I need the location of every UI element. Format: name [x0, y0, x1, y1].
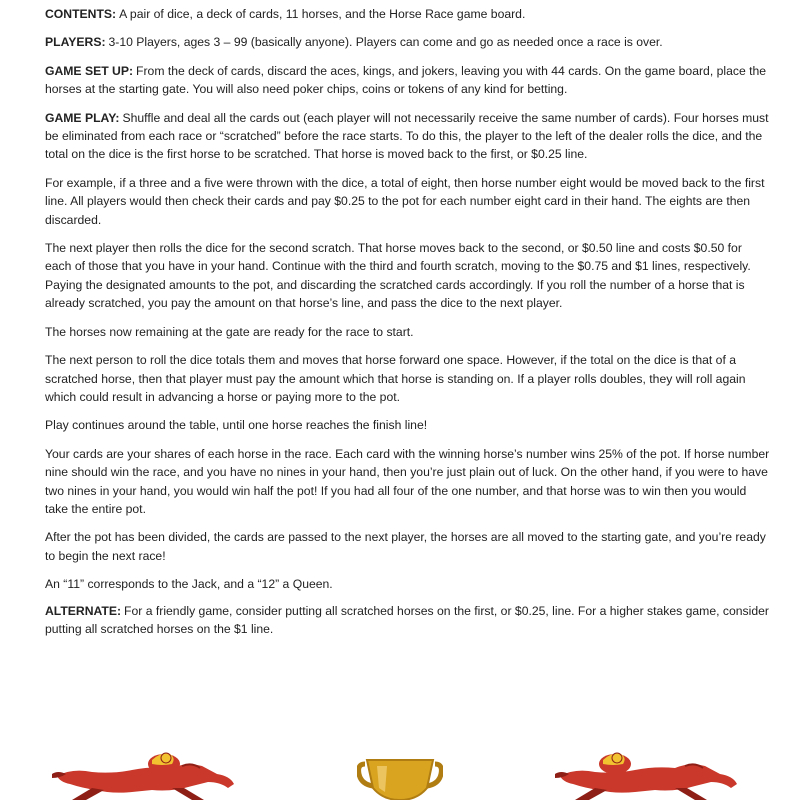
race-paragraph: The next person to roll the dice totals them and moves that horse forward one space. However, if the total on the dice is that of a scratched horse, then that player must pay the amount which that horse is standing on. If a player rolls doubles, they will roll again which could result in advancing a horse or paying more to the pot. — [45, 353, 746, 404]
shares-paragraph: Your cards are your shares of each horse in the race. Each card with the winning horse’s number wins 25% of the pot. If horse number nine should win the race, and you have no nines in your hand, then you’re just plain out of luck. On the other hand, if you were to have two nines in your hand, you would win half the pot! If you had all four of the one number, and that horse was to win then you would take the entire pot. — [45, 446, 770, 516]
horse-jockey-figurine-icon — [555, 752, 740, 800]
alternate-label: ALTERNATE: — [45, 603, 122, 618]
gameplay-text: Shuffle and deal all the cards out (each player will not necessarily receive the same number of cards). Four horses must be eliminated from each race or “scratched” before the race starts. To do this, the player to the left of the dealer rolls the dice, and the total on the dice is the first horse to be scratched. That horse is moved back to the first, or $0.25 line. — [45, 110, 769, 162]
contents-label: CONTENTS: — [45, 7, 117, 21]
ready-paragraph: The horses now remaining at the gate are ready for the race to start. — [45, 324, 414, 339]
players-text: 3-10 Players, ages 3 – 99 (basically anyone). Players can come and go as needed once a race is over. — [108, 35, 663, 50]
players-label: PLAYERS: — [45, 35, 106, 50]
gameplay-label: GAME PLAY: — [45, 110, 120, 125]
gold-trophy-icon — [357, 758, 443, 800]
alternate-paragraph — [45, 602, 770, 639]
divided-paragraph: After the pot has been divided, the cards are passed to the next player, the horses are all moved to the starting gate, and you’re ready to begin the next race! — [45, 530, 766, 563]
setup-label: GAME SET UP: — [45, 63, 134, 78]
continues-paragraph: Play continues around the table, until one horse reaches the finish line! — [45, 418, 428, 433]
setup-text: From the deck of cards, discard the aces, kings, and jokers, leaving you with 44 cards. On the game board, place the horses at the starting gate. You will also need poker chips, coins or tokens of any kind for betting. — [45, 63, 767, 97]
horse-jockey-figurine-icon — [52, 752, 237, 800]
rules-document — [45, 5, 770, 648]
face-cards-paragraph: An “11” corresponds to the Jack, and a “12” a Queen. — [45, 577, 333, 592]
setup-paragraph — [45, 62, 770, 99]
contents-paragraph — [45, 5, 770, 23]
alternate-text: For a friendly game, consider putting all scratched horses on the first, or $0.25, line. For a higher stakes game, consider putting all scratched horses on the $1 line. — [45, 603, 769, 636]
second-scratch-paragraph: The next player then rolls the dice for the second scratch. That horse moves back to the second, or $0.50 line and costs $0.50 for each of those that you have in your hand. Continue with the third and fourth scratch, moving to the $0.75 and $1 lines, respectively. Paying the designated amounts to the pot, and discarding the scratched cards accordingly. If you roll the number of a horse that is already scratched, you pay the amount on that horse’s line, and pass the dice to the next player. — [45, 241, 751, 311]
players-paragraph — [45, 33, 770, 51]
gameplay-paragraph — [45, 109, 770, 164]
contents-text: A pair of dice, a deck of cards, 11 horses, and the Horse Race game board. — [119, 7, 526, 21]
example-paragraph: For example, if a three and a five were thrown with the dice, a total of eight, then horse number eight would be moved back to the first line. All players would then check their cards and pay $0.25 to the pot for each number eight card in their hand. The eights are then discarded. — [45, 175, 765, 227]
